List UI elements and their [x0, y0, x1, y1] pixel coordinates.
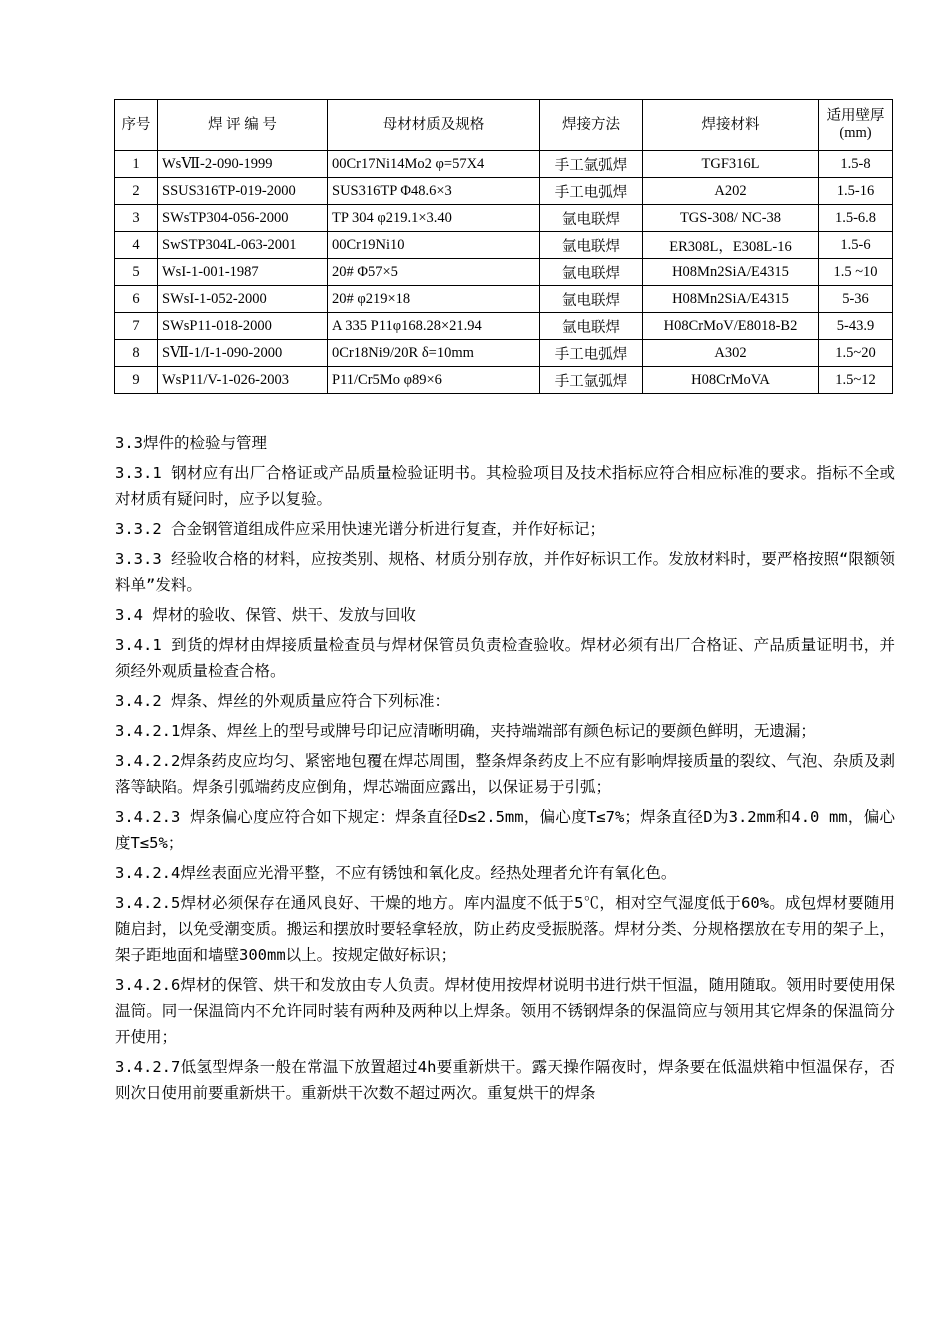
cell-weld-id: SSUS316TP-019-2000 — [158, 178, 328, 205]
table-row — [115, 232, 893, 259]
paragraph-3-4-1: 3.4.1 到货的焊材由焊接质量检查员与焊材保管员负责检查验收。焊材必须有出厂合格证、产品质量证明书，并须经外观质量检查合格。 — [115, 636, 895, 680]
cell-weld-method: 氩电联焊 — [540, 232, 643, 259]
paragraph-3-3-1: 3.3.1 钢材应有出厂合格证或产品质量检验证明书。其检验项目及技术指标应符合相应标准的要求。指标不全或对材质有疑问时，应予以复验。 — [115, 464, 895, 508]
cell-weld-method: 手工电弧焊 — [540, 178, 643, 205]
cell-serial: 3 — [115, 205, 158, 232]
cell-weld-method: 氩电联焊 — [540, 259, 643, 286]
paragraph-3-4-2-3: 3.4.2.3 焊条偏心度应符合如下规定：焊条直径D≤2.5mm，偏心度T≤7%；焊条直径D为3.2mm和4.0 mm，偏心度T≤5%； — [115, 808, 895, 852]
cell-thickness: 1.5-6.8 — [819, 205, 893, 232]
header-weld-id: 焊 评 编 号 — [158, 100, 328, 151]
cell-thickness: 1.5~12 — [819, 367, 893, 394]
header-serial: 序号 — [115, 100, 158, 151]
paragraph-3-4-2-7: 3.4.2.7低氢型焊条一般在常温下放置超过4h要重新烘干。露天操作隔夜时，焊条要在低温烘箱中恒温保存，否则次日使用前要重新烘干。重新烘干次数不超过两次。重复烘干的焊条 — [115, 1058, 895, 1102]
cell-base-material: 20# Φ57×5 — [328, 259, 540, 286]
cell-base-material: P11/Cr5Mo φ89×6 — [328, 367, 540, 394]
cell-weld-method: 手工氩弧焊 — [540, 367, 643, 394]
paragraph-3-4-2-1: 3.4.2.1焊条、焊丝上的型号或牌号印记应清晰明确，夹持端端部有颜色标记的要颜色鲜明，无遗漏； — [115, 722, 816, 740]
body-text — [115, 430, 895, 1110]
header-weld-method: 焊接方法 — [540, 100, 643, 151]
paragraph-3-3-3: 3.3.3 经验收合格的材料，应按类别、规格、材质分别存放，并作好标识工作。发放材料时，要严格按照“限额领料单”发料。 — [115, 550, 895, 594]
cell-base-material: TP 304 φ219.1×3.40 — [328, 205, 540, 232]
cell-thickness: 5-36 — [819, 286, 893, 313]
cell-thickness: 1.5 ~10 — [819, 259, 893, 286]
paragraph-3-4-2-4: 3.4.2.4焊丝表面应光滑平整，不应有锈蚀和氧化皮。经热处理者允许有氧化色。 — [115, 864, 677, 882]
cell-serial: 7 — [115, 313, 158, 340]
cell-weld-material: H08CrMoVA — [643, 367, 819, 394]
cell-weld-material: TGS-308/ NC-38 — [643, 205, 819, 232]
cell-weld-material: ER308L，E308L-16 — [643, 232, 819, 259]
header-base-material: 母材材质及规格 — [328, 100, 540, 151]
header-thickness: 适用壁厚(mm) — [819, 100, 893, 151]
cell-serial: 1 — [115, 151, 158, 178]
cell-serial: 2 — [115, 178, 158, 205]
cell-weld-material: H08Mn2SiA/E4315 — [643, 259, 819, 286]
cell-weld-material: TGF316L — [643, 151, 819, 178]
paragraph-3-4-2-5: 3.4.2.5焊材必须保存在通风良好、干燥的地方。库内温度不低于5℃，相对空气湿度低于60%。成包焊材要随用随启封，以免受潮变质。搬运和摆放时要轻拿轻放，防止药皮受振脱落。焊材分类、分规格摆放在专用的架子上，架子距地面和墙壁300mm以上。按规定做好标识； — [115, 894, 895, 964]
header-weld-material: 焊接材料 — [643, 100, 819, 151]
cell-weld-id: SWsP11-018-2000 — [158, 313, 328, 340]
cell-serial: 5 — [115, 259, 158, 286]
cell-weld-id: WsI-1-001-1987 — [158, 259, 328, 286]
cell-weld-method: 氩电联焊 — [540, 205, 643, 232]
cell-weld-id: SWsI-1-052-2000 — [158, 286, 328, 313]
cell-weld-material: A202 — [643, 178, 819, 205]
paragraph-3-4-2-2: 3.4.2.2焊条药皮应均匀、紧密地包覆在焊芯周围，整条焊条药皮上不应有影响焊接质量的裂纹、气泡、杂质及剥落等缺陷。焊条引弧端药皮应倒角，焊芯端面应露出，以保证易于引弧； — [115, 752, 895, 796]
cell-thickness: 1.5-6 — [819, 232, 893, 259]
cell-base-material: 0Cr18Ni9/20R δ=10mm — [328, 340, 540, 367]
cell-base-material: SUS316TP Φ48.6×3 — [328, 178, 540, 205]
cell-serial: 8 — [115, 340, 158, 367]
weld-procedure-table — [114, 99, 893, 394]
cell-weld-id: WsP11/V-1-026-2003 — [158, 367, 328, 394]
table-row — [115, 205, 893, 232]
cell-serial: 9 — [115, 367, 158, 394]
cell-weld-method: 手工氩弧焊 — [540, 151, 643, 178]
cell-weld-id: SⅦ-1/I-1-090-2000 — [158, 340, 328, 367]
cell-weld-id: SwSTP304L-063-2001 — [158, 232, 328, 259]
cell-weld-material: H08CrMoV/E8018-B2 — [643, 313, 819, 340]
table-row — [115, 286, 893, 313]
cell-thickness: 5-43.9 — [819, 313, 893, 340]
section-heading-3-3: 3.3焊件的检验与管理 — [115, 434, 267, 452]
cell-weld-method: 氩电联焊 — [540, 313, 643, 340]
cell-base-material: 00Cr19Ni10 — [328, 232, 540, 259]
section-heading-3-4: 3.4 焊材的验收、保管、烘干、发放与回收 — [115, 606, 416, 624]
table-row — [115, 151, 893, 178]
cell-serial: 6 — [115, 286, 158, 313]
cell-thickness: 1.5~20 — [819, 340, 893, 367]
cell-weld-material: A302 — [643, 340, 819, 367]
cell-weld-material: H08Mn2SiA/E4315 — [643, 286, 819, 313]
cell-weld-id: SWsTP304-056-2000 — [158, 205, 328, 232]
paragraph-3-4-2-6: 3.4.2.6焊材的保管、烘干和发放由专人负责。焊材使用按焊材说明书进行烘干恒温，随用随取。领用时要使用保温筒。同一保温筒内不允许同时装有两种及两种以上焊条。领用不锈钢焊条的保温筒应与领用其它焊条的保温筒分开使用； — [115, 976, 895, 1046]
table-row — [115, 340, 893, 367]
cell-weld-method: 氩电联焊 — [540, 286, 643, 313]
table-row — [115, 178, 893, 205]
cell-thickness: 1.5-8 — [819, 151, 893, 178]
cell-base-material: 20# φ219×18 — [328, 286, 540, 313]
paragraph-3-4-2: 3.4.2 焊条、焊丝的外观质量应符合下列标准： — [115, 692, 450, 710]
cell-base-material: A 335 P11φ168.28×21.94 — [328, 313, 540, 340]
table-row — [115, 313, 893, 340]
table-body — [115, 151, 893, 394]
cell-weld-method: 手工电弧焊 — [540, 340, 643, 367]
paragraph-3-3-2: 3.3.2 合金钢管道组成件应采用快速光谱分析进行复查，并作好标记； — [115, 520, 605, 538]
cell-serial: 4 — [115, 232, 158, 259]
cell-weld-id: WsⅦ-2-090-1999 — [158, 151, 328, 178]
cell-base-material: 00Cr17Ni14Mo2 φ=57X4 — [328, 151, 540, 178]
table-row — [115, 259, 893, 286]
table-header-row — [115, 100, 893, 151]
cell-thickness: 1.5-16 — [819, 178, 893, 205]
table-row — [115, 367, 893, 394]
